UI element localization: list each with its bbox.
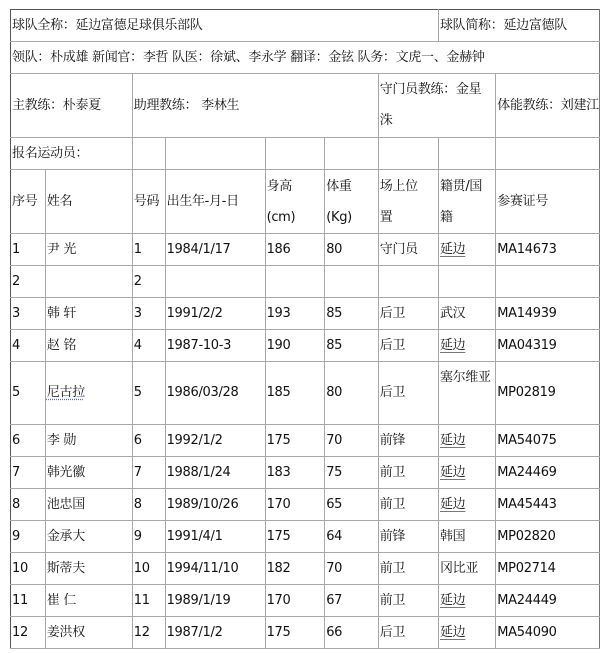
- roster-table: [10, 9, 600, 649]
- player-index: 8: [11, 489, 46, 521]
- origin-text: 延边: [439, 464, 466, 480]
- player-name: 韩 轩: [45, 298, 132, 330]
- col-header-name: 姓名: [45, 170, 132, 234]
- player-row: [11, 425, 600, 457]
- player-index: 10: [11, 553, 46, 585]
- player-position: 前卫: [378, 457, 438, 489]
- player-index: 9: [11, 521, 46, 553]
- player-origin: [438, 489, 495, 521]
- player-row: [11, 234, 600, 266]
- player-number: 5: [132, 362, 165, 425]
- player-birth: 1991/4/1: [165, 521, 265, 553]
- player-cert: MA24449: [496, 585, 600, 617]
- player-cert: MA54090: [496, 617, 600, 649]
- player-birth: 1988/1/24: [165, 457, 265, 489]
- col-header-position: 场上位置: [378, 170, 438, 234]
- player-name: 斯蒂夫: [45, 553, 132, 585]
- player-height: [265, 266, 325, 298]
- empty-cell: [165, 138, 265, 170]
- player-cert: MA14673: [496, 234, 600, 266]
- origin-text: 延边: [439, 624, 466, 640]
- player-index: 5: [11, 362, 46, 425]
- player-height: 175: [265, 521, 325, 553]
- player-weight: 64: [325, 521, 379, 553]
- player-row: [11, 298, 600, 330]
- team-full-name: 球队全称：延边富德足球俱乐部队: [11, 10, 439, 42]
- player-height: 186: [265, 234, 325, 266]
- player-weight: 67: [325, 585, 379, 617]
- player-origin: [438, 457, 495, 489]
- player-index: 2: [11, 266, 46, 298]
- player-position: 前锋: [378, 425, 438, 457]
- player-height: 183: [265, 457, 325, 489]
- col-header-cert: 参赛证号: [496, 170, 600, 234]
- head-coach: 主教练：朴泰夏: [11, 74, 133, 138]
- player-number: 12: [132, 617, 165, 649]
- player-index: 6: [11, 425, 46, 457]
- player-name: 李 勋: [45, 425, 132, 457]
- player-height: 175: [265, 425, 325, 457]
- player-number: 10: [132, 553, 165, 585]
- col-header-height: 身高(cm): [265, 170, 325, 234]
- player-index: 4: [11, 330, 46, 362]
- player-height: 170: [265, 585, 325, 617]
- player-number: 8: [132, 489, 165, 521]
- assistant-coach: 助理教练： 李林生: [132, 74, 378, 138]
- player-birth: 1984/1/17: [165, 234, 265, 266]
- origin-text: 延边: [439, 241, 466, 257]
- player-height: 170: [265, 489, 325, 521]
- empty-cell: [496, 138, 600, 170]
- empty-cell: [378, 138, 438, 170]
- roster-label-row: [11, 138, 600, 170]
- column-header-row: [11, 170, 600, 234]
- player-cert: MP02714: [496, 553, 600, 585]
- player-number: 9: [132, 521, 165, 553]
- col-header-weight: 体重(Kg): [325, 170, 379, 234]
- staff-line: 领队：朴成雄 新闻官：李哲 队医：徐斌、李永学 翻译：金铉 队务：文虎一、金赫钟: [11, 42, 600, 74]
- player-birth: 1989/1/19: [165, 585, 265, 617]
- player-number: 1: [132, 234, 165, 266]
- player-position: 前卫: [378, 585, 438, 617]
- player-birth: 1987-10-3: [165, 330, 265, 362]
- player-name: [45, 266, 132, 298]
- team-short-name: 球队简称：延边富德队: [438, 10, 599, 42]
- player-weight: 85: [325, 298, 379, 330]
- roster-label: 报名运动员：: [11, 138, 133, 170]
- player-weight: 85: [325, 330, 379, 362]
- goalkeeper-coach: 守门员教练：金星洙: [378, 74, 496, 138]
- player-index: 3: [11, 298, 46, 330]
- fitness-coach: 体能教练：刘建江: [496, 74, 600, 138]
- player-weight: 66: [325, 617, 379, 649]
- player-cert: MA04319: [496, 330, 600, 362]
- player-number: 3: [132, 298, 165, 330]
- player-name: 姜洪权: [45, 617, 132, 649]
- origin-text: 延边: [439, 592, 466, 608]
- player-birth: 1994/11/10: [165, 553, 265, 585]
- player-weight: 80: [325, 362, 379, 425]
- player-number: 4: [132, 330, 165, 362]
- player-birth: [165, 266, 265, 298]
- player-name: 尹 光: [45, 234, 132, 266]
- staff-row: [11, 42, 600, 74]
- player-weight: 65: [325, 489, 379, 521]
- player-position: 前锋: [378, 521, 438, 553]
- player-origin: 韩国: [438, 521, 495, 553]
- team-name-row: [11, 10, 600, 42]
- player-cert: MA45443: [496, 489, 600, 521]
- player-name: 韩光徽: [45, 457, 132, 489]
- player-row: [11, 362, 600, 425]
- player-origin: [438, 330, 495, 362]
- player-index: 7: [11, 457, 46, 489]
- player-weight: 75: [325, 457, 379, 489]
- col-header-birth: 出生年-月-日: [165, 170, 265, 234]
- player-weight: 70: [325, 553, 379, 585]
- player-name: [45, 362, 132, 425]
- player-cert: MA14939: [496, 298, 600, 330]
- player-row: [11, 330, 600, 362]
- player-number: 7: [132, 457, 165, 489]
- player-rows: [11, 234, 600, 649]
- player-birth: 1991/2/2: [165, 298, 265, 330]
- player-birth: 1989/10/26: [165, 489, 265, 521]
- col-header-number: 号码: [132, 170, 165, 234]
- player-name: 金承大: [45, 521, 132, 553]
- player-number: 2: [132, 266, 165, 298]
- player-index: 1: [11, 234, 46, 266]
- player-row: [11, 521, 600, 553]
- player-height: 175: [265, 617, 325, 649]
- player-name: 池忠国: [45, 489, 132, 521]
- player-weight: [325, 266, 379, 298]
- player-height: 182: [265, 553, 325, 585]
- name-text: 尼古拉: [46, 385, 85, 400]
- player-position: 后卫: [378, 298, 438, 330]
- coaches-row: [11, 74, 600, 138]
- player-row: [11, 457, 600, 489]
- origin-text: 延边: [439, 337, 466, 353]
- empty-cell: [265, 138, 325, 170]
- player-birth: 1992/1/2: [165, 425, 265, 457]
- team-roster-sheet: [10, 9, 600, 649]
- empty-cell: [438, 138, 495, 170]
- player-birth: 1987/1/2: [165, 617, 265, 649]
- origin-text: 延边: [439, 432, 466, 448]
- player-origin: 武汉: [438, 298, 495, 330]
- player-position: 后卫: [378, 617, 438, 649]
- player-position: 前卫: [378, 489, 438, 521]
- player-birth: 1986/03/28: [165, 362, 265, 425]
- player-cert: [496, 266, 600, 298]
- player-row: [11, 585, 600, 617]
- player-height: 185: [265, 362, 325, 425]
- player-position: [378, 266, 438, 298]
- player-cert: MA54075: [496, 425, 600, 457]
- player-row: [11, 266, 600, 298]
- player-name: 崔 仁: [45, 585, 132, 617]
- player-origin: 塞尔维亚: [438, 362, 495, 425]
- player-number: 11: [132, 585, 165, 617]
- player-cert: MA24469: [496, 457, 600, 489]
- player-cert: MP02820: [496, 521, 600, 553]
- player-position: 守门员: [378, 234, 438, 266]
- player-position: 后卫: [378, 330, 438, 362]
- col-header-index: 序号: [11, 170, 46, 234]
- player-row: [11, 489, 600, 521]
- player-weight: 70: [325, 425, 379, 457]
- player-origin: [438, 585, 495, 617]
- player-origin: [438, 266, 495, 298]
- player-position: 前卫: [378, 553, 438, 585]
- empty-cell: [132, 138, 165, 170]
- player-origin: [438, 425, 495, 457]
- player-row: [11, 617, 600, 649]
- player-index: 11: [11, 585, 46, 617]
- empty-cell: [325, 138, 379, 170]
- player-name: 赵 铭: [45, 330, 132, 362]
- player-origin: 冈比亚: [438, 553, 495, 585]
- player-index: 12: [11, 617, 46, 649]
- origin-text: 延边: [439, 496, 466, 512]
- col-header-origin: 籍贯/国籍: [438, 170, 495, 234]
- player-number: 6: [132, 425, 165, 457]
- player-cert: MP02819: [496, 362, 600, 425]
- player-height: 190: [265, 330, 325, 362]
- player-origin: [438, 617, 495, 649]
- player-position: 后卫: [378, 362, 438, 425]
- player-height: 193: [265, 298, 325, 330]
- player-row: [11, 553, 600, 585]
- player-weight: 80: [325, 234, 379, 266]
- player-origin: [438, 234, 495, 266]
